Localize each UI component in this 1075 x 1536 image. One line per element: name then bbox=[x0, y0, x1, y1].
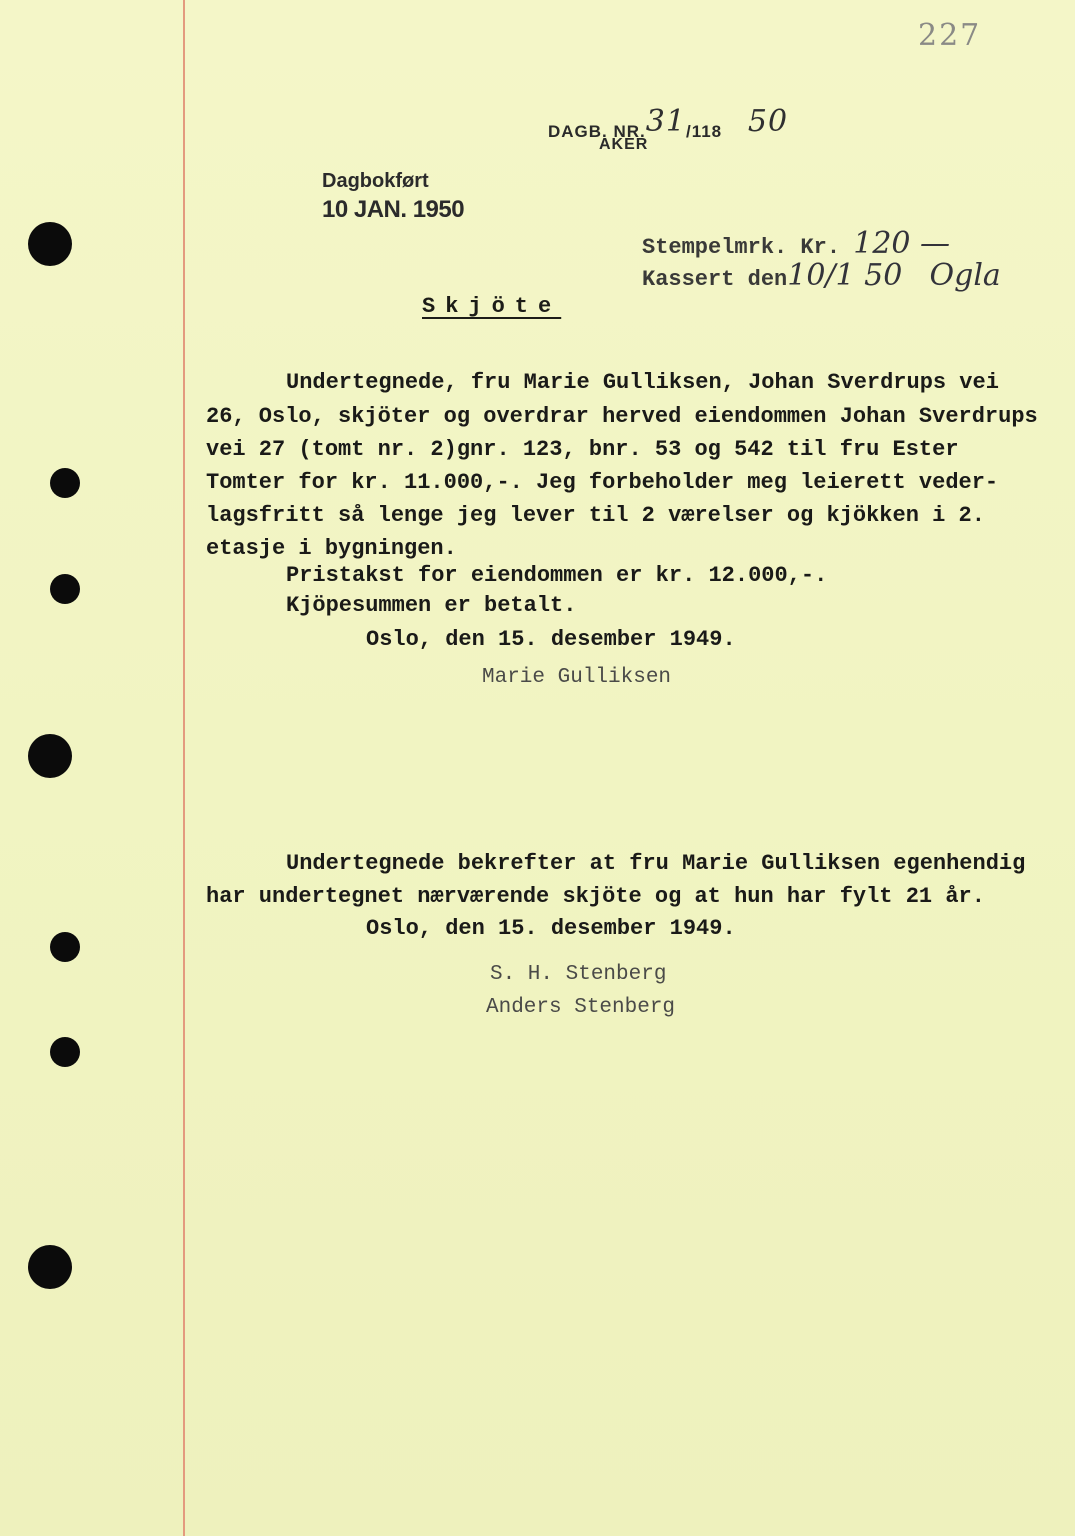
paragraph1-line: vei 27 (tomt nr. 2)gnr. 123, bnr. 53 og 542 til fru Ester bbox=[206, 437, 959, 462]
dagbok-number-stamp: DAGB. NR.31/118 50 bbox=[548, 104, 789, 141]
date-line-2: Oslo, den 15. desember 1949. bbox=[366, 916, 736, 941]
paragraph2-line: Undertegnede bekrefter at fru Marie Gulliksen egenhendig bbox=[286, 851, 1026, 876]
paragraph1-line: Undertegnede, fru Marie Gulliksen, Johan Sverdrups vei bbox=[286, 370, 999, 395]
kjopesum-line: Kjöpesummen er betalt. bbox=[286, 593, 577, 618]
kassert-stamp bbox=[642, 258, 1001, 293]
witness-signature: Anders Stenberg bbox=[486, 996, 676, 1019]
punch-hole bbox=[50, 574, 80, 604]
punch-hole bbox=[50, 1037, 80, 1067]
paragraph1-line: lagsfritt så lenge jeg lever til 2 værelser og kjökken i 2. bbox=[206, 503, 985, 528]
kassert-label: Kassert den bbox=[642, 267, 788, 292]
stempelmerke-stamp bbox=[642, 226, 950, 261]
punch-hole bbox=[28, 222, 72, 266]
dagb-number-handwritten: 31 bbox=[645, 104, 686, 139]
document-title: Skjöte bbox=[422, 294, 562, 319]
pristakst-line: Pristakst for eiendommen er kr. 12.000,-. bbox=[286, 563, 828, 588]
kassert-date: 10/1 50 bbox=[787, 258, 903, 293]
date-line-1: Oslo, den 15. desember 1949. bbox=[366, 627, 736, 652]
stempel-amount: 120 — bbox=[853, 226, 951, 261]
dagbokfort-stamp: Dagbokført bbox=[322, 170, 429, 192]
punch-hole bbox=[50, 468, 80, 498]
dagb-label: DAGB. NR. bbox=[548, 122, 646, 141]
paragraph1-line: etasje i bygningen. bbox=[206, 536, 457, 561]
dagb-year-handwritten: 50 bbox=[747, 104, 789, 139]
stempel-label: Stempelmrk. Kr. bbox=[642, 235, 841, 260]
paragraph1-line: Tomter for kr. 11.000,-. Jeg forbeholder meg leierett veder- bbox=[206, 470, 999, 495]
kassert-signature: Ogla bbox=[929, 258, 1001, 293]
dagbokfort-date: 10 JAN. 1950 bbox=[322, 196, 465, 223]
margin-line bbox=[183, 0, 185, 1536]
dagb-number-printed: 118 bbox=[691, 122, 723, 141]
punch-hole bbox=[28, 1245, 72, 1289]
punch-hole bbox=[28, 734, 72, 778]
paragraph1-line: 26, Oslo, skjöter og overdrar herved eiendommen Johan Sverdrups bbox=[206, 404, 1038, 429]
witness-signature: S. H. Stenberg bbox=[490, 963, 667, 986]
signature-marie-gulliksen: Marie Gulliksen bbox=[482, 666, 672, 689]
page-number: 227 bbox=[918, 18, 982, 53]
paragraph2-line: har undertegnet nærværende skjöte og at hun har fylt 21 år. bbox=[206, 884, 985, 909]
punch-hole bbox=[50, 932, 80, 962]
aker-stamp: AKER bbox=[599, 136, 649, 153]
